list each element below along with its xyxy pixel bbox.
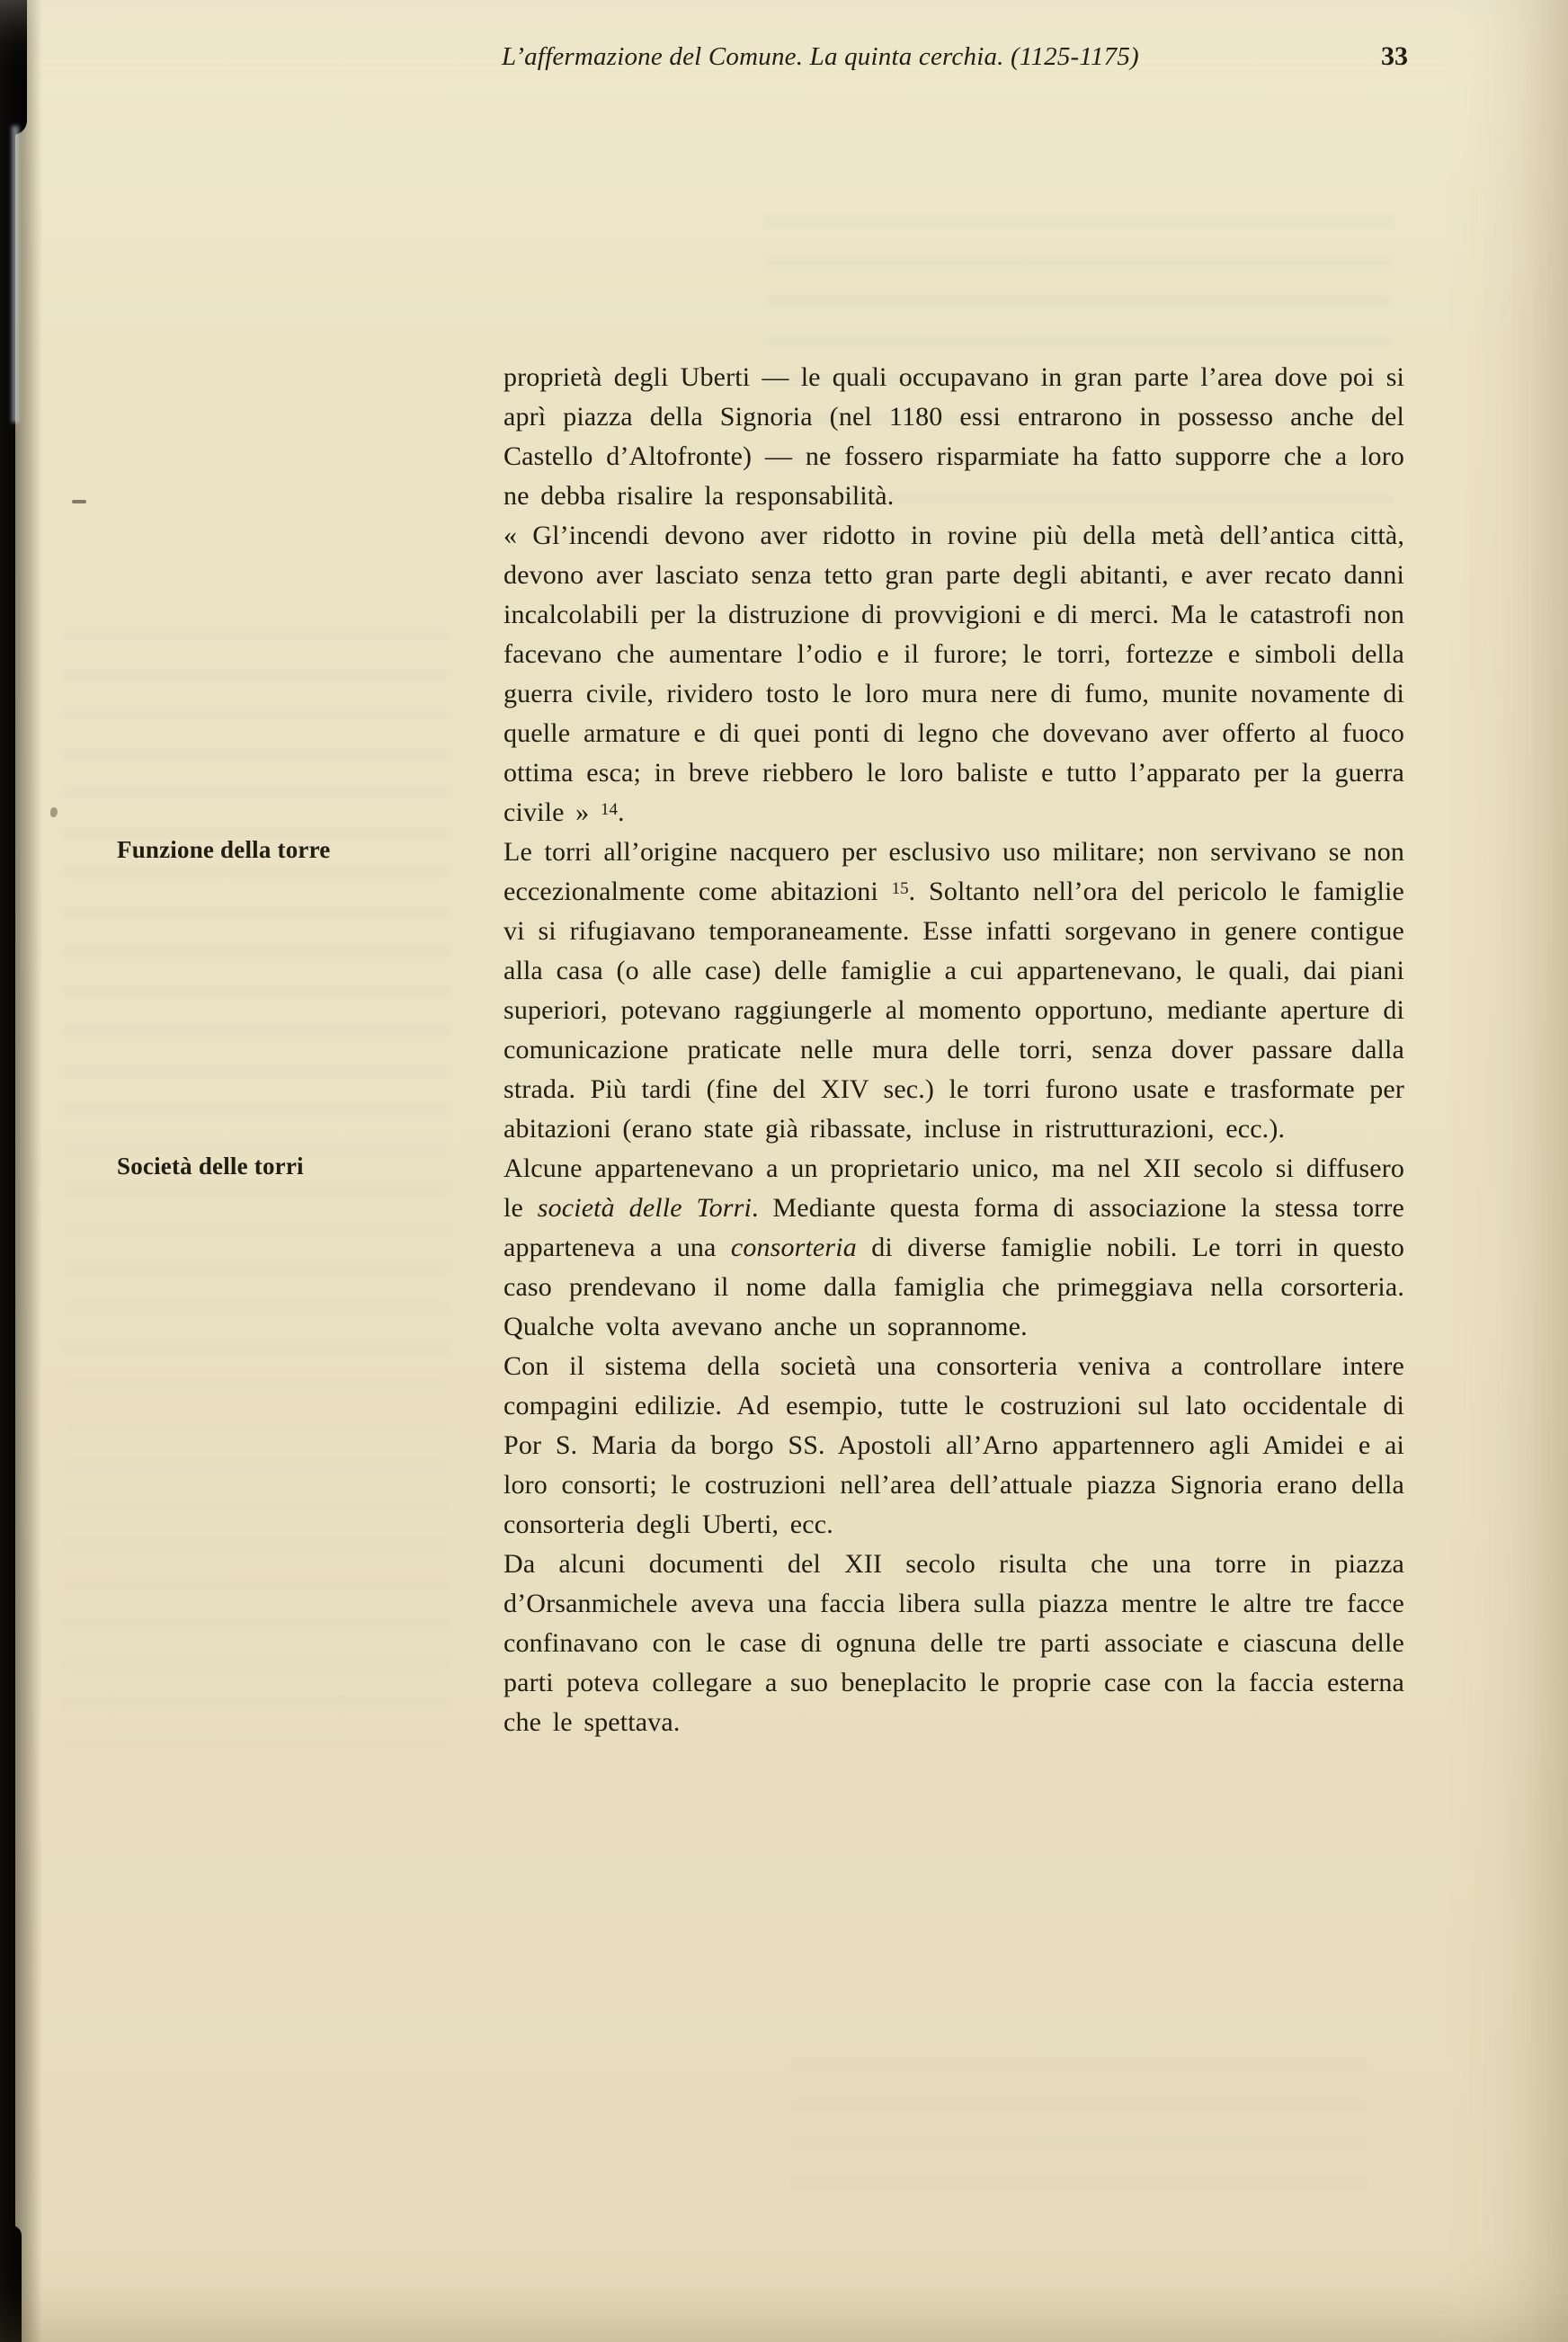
- page-body: [117, 358, 1404, 1742]
- footnote-reference: 14: [601, 800, 618, 819]
- text-run: Da alcuni documenti del XII secolo risulta che una torre in piazza d’Orsanmichele aveva una faccia libera sulla piazza mentre le altre tre facce confinavano con le case di ognuna delle tre parti associate e ciascuna delle parti poteva collegare a suo beneplacito le proprie case con la faccia esterna che le spettava.: [503, 1549, 1404, 1737]
- paragraph-block: [117, 1149, 1404, 1347]
- text-run: Con il sistema della società una consorteria veniva a controllare intere compagini edilizie. Ad esempio, tutte le costruzioni sul lato occidentale di Por S. Maria da borgo SS. Apostoli all’Arno appartennero agli Amidei e ai loro consorti; le costruzioni nell’area dell’attuale piazza Signoria erano della consorteria degli Uberti, ecc.: [503, 1351, 1404, 1539]
- running-head: [502, 41, 1408, 72]
- binding-shadow: [15, 0, 42, 2342]
- margin-note: Funzione della torre: [117, 836, 331, 863]
- paragraph-text: [503, 833, 1404, 1149]
- text-run: .: [618, 797, 625, 827]
- scan-artifact: [50, 807, 58, 817]
- page-number: 33: [1381, 41, 1408, 71]
- scan-artifact: [72, 500, 86, 503]
- text-run: Le torri all’origine nacquero per esclusivo uso militare; non servivano se non eccezionalmente come abitazioni: [503, 837, 1404, 906]
- text-run: di diverse famiglie nobili. Le torri in questo caso prendevano il nome dalla famiglia che primeggiava nella corsorteria. Qualche volta avevano anche un soprannome.: [503, 1233, 1404, 1341]
- text-run: Alcune appartenevano a un proprietario unico, ma nel XII secolo si diffusero le: [503, 1153, 1404, 1223]
- paragraph-block: [117, 833, 1404, 1149]
- paragraph-block: [503, 516, 1404, 833]
- paragraph-text: [503, 1347, 1404, 1545]
- paragraph-text: [503, 1545, 1404, 1742]
- paragraph-block: [503, 1545, 1404, 1742]
- footnote-reference: 15: [891, 879, 909, 898]
- scan-edge-top: [0, 0, 27, 135]
- running-head-title: L’affermazione del Comune. La quinta cerchia. (1125-1175): [502, 42, 1139, 71]
- scan-light-leak: [12, 126, 19, 423]
- text-run: . Soltanto nell’ora del pericolo le famiglie vi si rifugiavano temporaneamente. Esse infatti sorgevano in genere contigue alla casa (o alle case) delle famiglie a cui appartenevano, le quali, dai piani superiori, potevano raggiungerle al momento opportuno, mediante aperture di comunicazione praticate nelle mura delle torri, senza dover passare dalla strada. Più tardi (fine del XIV sec.) le torri furono usate e trasformate per abitazioni (erano state già ribassate, incluse in ristrutturazioni, ecc.).: [503, 877, 1404, 1144]
- paragraph-block: [503, 358, 1404, 516]
- paragraph-text: [503, 1149, 1404, 1347]
- scan-edge-bottom: [0, 2225, 22, 2342]
- paragraph-block: [503, 1347, 1404, 1545]
- italic-text-run: società delle Torri: [537, 1193, 752, 1223]
- italic-text-run: consorteria: [730, 1233, 857, 1262]
- margin-note: Società delle torri: [117, 1153, 304, 1180]
- text-run: . Mediante questa forma di associazione la stessa torre apparteneva a una: [503, 1193, 1404, 1262]
- paragraph-text: [503, 358, 1404, 516]
- show-through-artifact: [63, 629, 450, 1753]
- text-run: proprietà degli Uberti — le quali occupavano in gran parte l’area dove poi si aprì piazza della Signoria (nel 1180 essi entrarono in possesso anche del Castello d’Altofronte) — ne fossero risparmiate ha fatto supporre che a loro ne debba risalire la responsabilità.: [503, 362, 1404, 511]
- paragraph-text: [503, 516, 1404, 833]
- show-through-artifact: [791, 2059, 1367, 2212]
- text-run: « Gl’incendi devono aver ridotto in rovine più della metà dell’antica città, devono aver lasciato senza tetto gran parte degli abitanti, e aver recato danni incalcolabili per la distruzione di provvigioni e di merci. Ma le catastrofi non facevano che aumentare l’odio e il furore; le torri, fortezze e simboli della guerra civile, rividero tosto le loro mura nere di fumo, munite novamente di quelle armature e di quei ponti di legno che dovevano aver offerto al fuoco ottima esca; in breve riebbero le loro baliste e tutto l’apparato per la guerra civile »: [503, 521, 1404, 827]
